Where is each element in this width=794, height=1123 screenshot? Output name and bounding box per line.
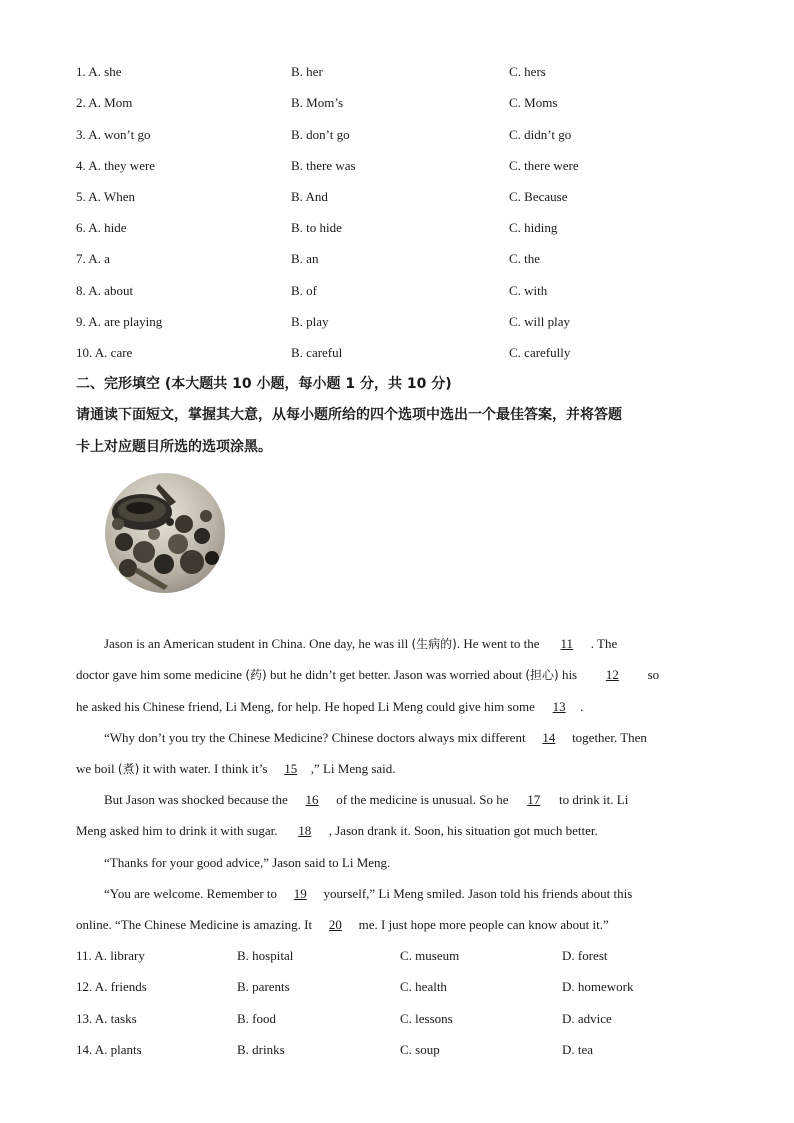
option-row-9	[0, 312, 794, 332]
option-row-2	[0, 93, 794, 113]
option-c: C. Moms	[509, 95, 558, 110]
passage-line-5	[76, 758, 736, 780]
option-c: C. health	[400, 979, 447, 994]
option-b: B. food	[237, 1011, 276, 1026]
gloss: (生病的)	[411, 637, 457, 651]
option-a: 7. A. a	[76, 251, 110, 266]
option-row-8	[0, 281, 794, 301]
option-row-11	[0, 946, 794, 966]
section-instruction-line2: 卡上对应题目所选的选项涂黑。	[76, 439, 272, 455]
passage-text: ,” Li Meng said.	[310, 761, 396, 776]
blank-13[interactable]: 13	[552, 699, 566, 714]
blank-15[interactable]: 15	[284, 761, 298, 776]
passage-text: his	[558, 667, 581, 682]
blank-16[interactable]: 16	[305, 792, 319, 807]
passage-line-8	[104, 852, 736, 874]
option-a: 3. A. won’t go	[76, 127, 151, 142]
passage-text: yourself,” Li Meng smiled. Jason told his friends about this	[320, 886, 633, 901]
option-row-4	[0, 156, 794, 176]
option-a: 8. A. about	[76, 283, 134, 298]
blank-19[interactable]: 19	[293, 886, 307, 901]
option-c: C. hiding	[509, 220, 558, 235]
blank-12[interactable]: 12	[605, 667, 619, 682]
option-c: C. hers	[509, 64, 546, 79]
chinese-medicine-photo	[104, 472, 226, 594]
option-b: B. hospital	[237, 948, 294, 963]
blank-17[interactable]: 17	[527, 792, 541, 807]
passage-text: so	[644, 667, 660, 682]
passage-text: to drink it. Li	[555, 792, 629, 807]
option-a: 1. A. she	[76, 64, 122, 79]
option-row-12	[0, 977, 794, 997]
option-b: B. And	[291, 189, 328, 204]
option-b: B. to hide	[291, 220, 342, 235]
option-row-7	[0, 249, 794, 269]
passage-text: together. Then	[568, 730, 647, 745]
passage-text: he asked his Chinese friend, Li Meng, for help. He hoped Li Meng could give him some	[76, 699, 539, 714]
option-c: C. there were	[509, 158, 579, 173]
option-c: C. museum	[400, 948, 460, 963]
option-b: B. of	[291, 283, 317, 298]
passage-text: .	[580, 699, 584, 714]
passage-text: “Thanks for your good advice,” Jason said to Li Meng.	[104, 855, 391, 870]
option-a: 6. A. hide	[76, 220, 127, 235]
passage-line-6	[104, 789, 736, 811]
option-b: B. an	[291, 251, 319, 266]
passage-text: we boil	[76, 761, 118, 776]
passage-line-7	[76, 820, 736, 842]
option-c: C. didn’t go	[509, 127, 572, 142]
option-d: D. advice	[562, 1011, 612, 1026]
section-instruction-line1: 请通读下面短文，掌握其大意，从每小题所给的四个选项中选出一个最佳答案，并将答题	[76, 407, 622, 423]
blank-20[interactable]: 20	[328, 917, 342, 932]
gloss: (担心)	[525, 668, 559, 682]
option-row-1	[0, 62, 794, 82]
passage-text: “Why don’t you try the Chinese Medicine? Chinese doctors always mix different	[104, 730, 529, 745]
passage-line-3	[76, 696, 736, 718]
option-b: B. drinks	[237, 1042, 285, 1057]
option-row-10	[0, 343, 794, 363]
passage-text: it with water. I think it’s	[139, 761, 271, 776]
option-a: 4. A. they were	[76, 158, 156, 173]
option-b: B. parents	[237, 979, 290, 994]
passage-line-1	[104, 633, 736, 655]
option-b: B. there was	[291, 158, 356, 173]
passage-text: . He went to the	[456, 636, 543, 651]
option-row-3	[0, 125, 794, 145]
option-a: 11. A. library	[76, 948, 145, 963]
option-row-14	[0, 1040, 794, 1060]
option-b: B. her	[291, 64, 323, 79]
gloss: (药)	[245, 668, 267, 682]
option-d: D. tea	[562, 1042, 594, 1057]
option-b: B. play	[291, 314, 329, 329]
passage-text: doctor gave him some medicine	[76, 667, 246, 682]
option-a: 13. A. tasks	[76, 1011, 137, 1026]
option-d: D. homework	[562, 979, 634, 994]
option-c: C. will play	[509, 314, 571, 329]
option-c: C. lessons	[400, 1011, 453, 1026]
passage-line-4	[104, 727, 736, 749]
blank-14[interactable]: 14	[542, 730, 556, 745]
passage-line-9	[104, 883, 736, 905]
option-b: B. careful	[291, 345, 343, 360]
passage-text: But Jason was shocked because the	[104, 792, 292, 807]
option-a: 14. A. plants	[76, 1042, 142, 1057]
option-row-13	[0, 1009, 794, 1029]
passage-text: . The	[590, 636, 618, 651]
passage-text: online. “The Chinese Medicine is amazing. It	[76, 917, 316, 932]
passage-text: “You are welcome. Remember to	[104, 886, 281, 901]
blank-18[interactable]: 18	[298, 823, 312, 838]
option-c: C. carefully	[509, 345, 571, 360]
passage-text: but he didn’t get better. Jason was worried about	[266, 667, 526, 682]
option-b: B. Mom’s	[291, 95, 344, 110]
option-c: C. Because	[509, 189, 568, 204]
blank-11[interactable]: 11	[560, 636, 574, 651]
option-a: 9. A. are playing	[76, 314, 163, 329]
option-a: 12. A. friends	[76, 979, 147, 994]
option-row-5	[0, 187, 794, 207]
gloss: (煮)	[117, 762, 140, 776]
passage-line-2	[76, 664, 736, 686]
passage-text: of the medicine is unusual. So he	[333, 792, 512, 807]
passage-text: me. I just hope more people can know about it.”	[355, 917, 609, 932]
section-title: 二、完形填空 (本大题共 10 小题，每小题 1 分，共 10 分)	[76, 376, 452, 392]
option-b: B. don’t go	[291, 127, 350, 142]
passage-text: , Jason drank it. Soon, his situation got much better.	[328, 823, 598, 838]
option-c: C. with	[509, 283, 548, 298]
option-a: 10. A. care	[76, 345, 133, 360]
option-a: 5. A. When	[76, 189, 135, 204]
passage-text: Jason is an American student in China. One day, he was ill	[104, 636, 412, 651]
option-d: D. forest	[562, 948, 608, 963]
option-row-6	[0, 218, 794, 238]
option-a: 2. A. Mom	[76, 95, 133, 110]
option-c: C. the	[509, 251, 541, 266]
passage-line-10	[76, 914, 736, 936]
option-c: C. soup	[400, 1042, 440, 1057]
passage-text: Meng asked him to drink it with sugar.	[76, 823, 281, 838]
